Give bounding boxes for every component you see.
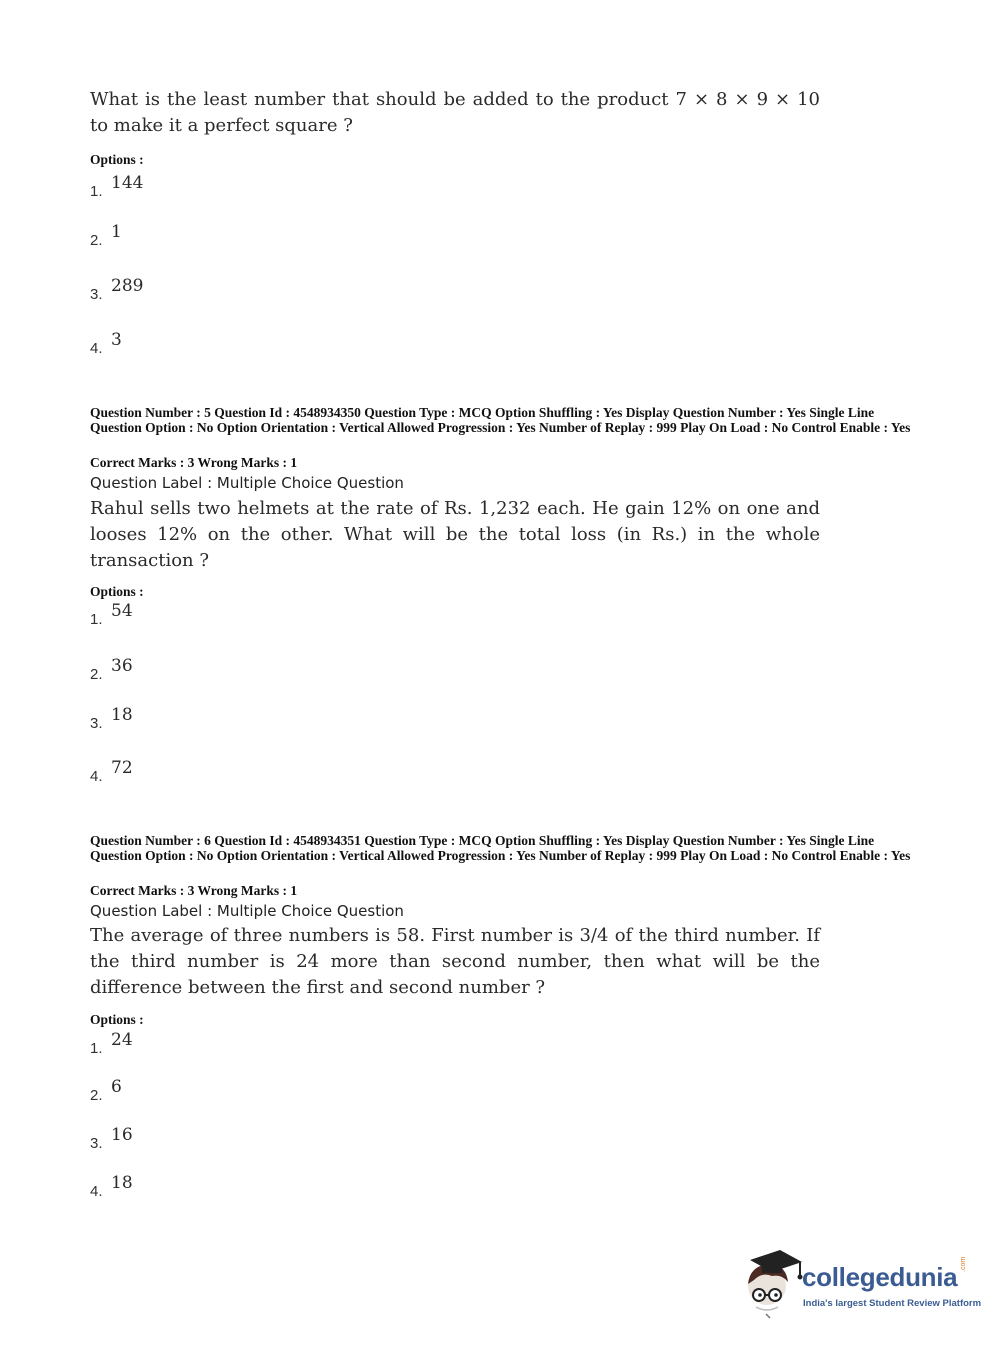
option-number: 1. — [90, 611, 103, 628]
student-mascot-icon — [742, 1250, 804, 1320]
brand-name: collegedunia — [802, 1262, 958, 1292]
question-6-options-heading: Options : — [90, 1012, 144, 1027]
option-value: 54 — [111, 601, 133, 621]
question-5-label: Question Label : Multiple Choice Question — [90, 474, 404, 492]
brand-suffix: .com — [960, 1256, 967, 1272]
question-5-meta: Question Number : 5 Question Id : 4548934350 Question Type : MCQ Option Shuffling : Yes Display Question Number : Yes Single Line Question Option : No Option Orientation : Vertical Allowed Progression : Yes Number of Replay : 999 Play On Load : No Control Enable : Yes — [90, 405, 911, 435]
question-6-marks: Correct Marks : 3 Wrong Marks : 1 — [90, 883, 298, 898]
option-value: 3 — [111, 330, 122, 350]
option-number: 2. — [90, 666, 103, 683]
option-number: 2. — [90, 232, 103, 249]
question-6-text: The average of three numbers is 58. First number is 3/4 of the third number. If the third number is 24 more than second number, then what will be the difference between the first and second number ? — [90, 925, 820, 998]
option-number: 3. — [90, 715, 103, 732]
option-value: 36 — [111, 656, 133, 676]
brand-tagline: India's largest Student Review Platform — [803, 1298, 982, 1309]
option-value: 18 — [111, 705, 133, 725]
option-number: 4. — [90, 768, 103, 785]
option-value: 72 — [111, 758, 133, 778]
option-value: 16 — [111, 1125, 133, 1145]
option-number: 1. — [90, 1040, 103, 1057]
option-number: 3. — [90, 286, 103, 303]
question-6-label: Question Label : Multiple Choice Question — [90, 902, 404, 920]
option-value: 1 — [111, 222, 122, 242]
option-value: 6 — [111, 1077, 122, 1097]
option-value: 24 — [111, 1030, 133, 1050]
option-number: 4. — [90, 1183, 103, 1200]
question-4-options-heading: Options : — [90, 152, 144, 167]
question-4-text: What is the least number that should be added to the product 7 × 8 × 9 × 10 to make it a perfect square ? — [90, 89, 820, 136]
question-5-options-heading: Options : — [90, 584, 144, 599]
option-value: 289 — [111, 276, 144, 296]
option-number: 2. — [90, 1087, 103, 1104]
collegedunia-logo[interactable] — [742, 1250, 982, 1320]
option-value: 144 — [111, 173, 144, 193]
question-5-text: Rahul sells two helmets at the rate of Rs. 1,232 each. He gain 12% on one and looses 12% on the other. What will be the total loss (in Rs.) in the whole transaction ? — [90, 498, 820, 571]
option-value: 18 — [111, 1173, 133, 1193]
option-number: 1. — [90, 183, 103, 200]
option-number: 4. — [90, 340, 103, 357]
question-5-marks: Correct Marks : 3 Wrong Marks : 1 — [90, 455, 298, 470]
option-number: 3. — [90, 1135, 103, 1152]
question-6-meta: Question Number : 6 Question Id : 4548934351 Question Type : MCQ Option Shuffling : Yes Display Question Number : Yes Single Line Question Option : No Option Orientation : Vertical Allowed Progression : Yes Number of Replay : 999 Play On Load : No Control Enable : Yes — [90, 833, 911, 863]
